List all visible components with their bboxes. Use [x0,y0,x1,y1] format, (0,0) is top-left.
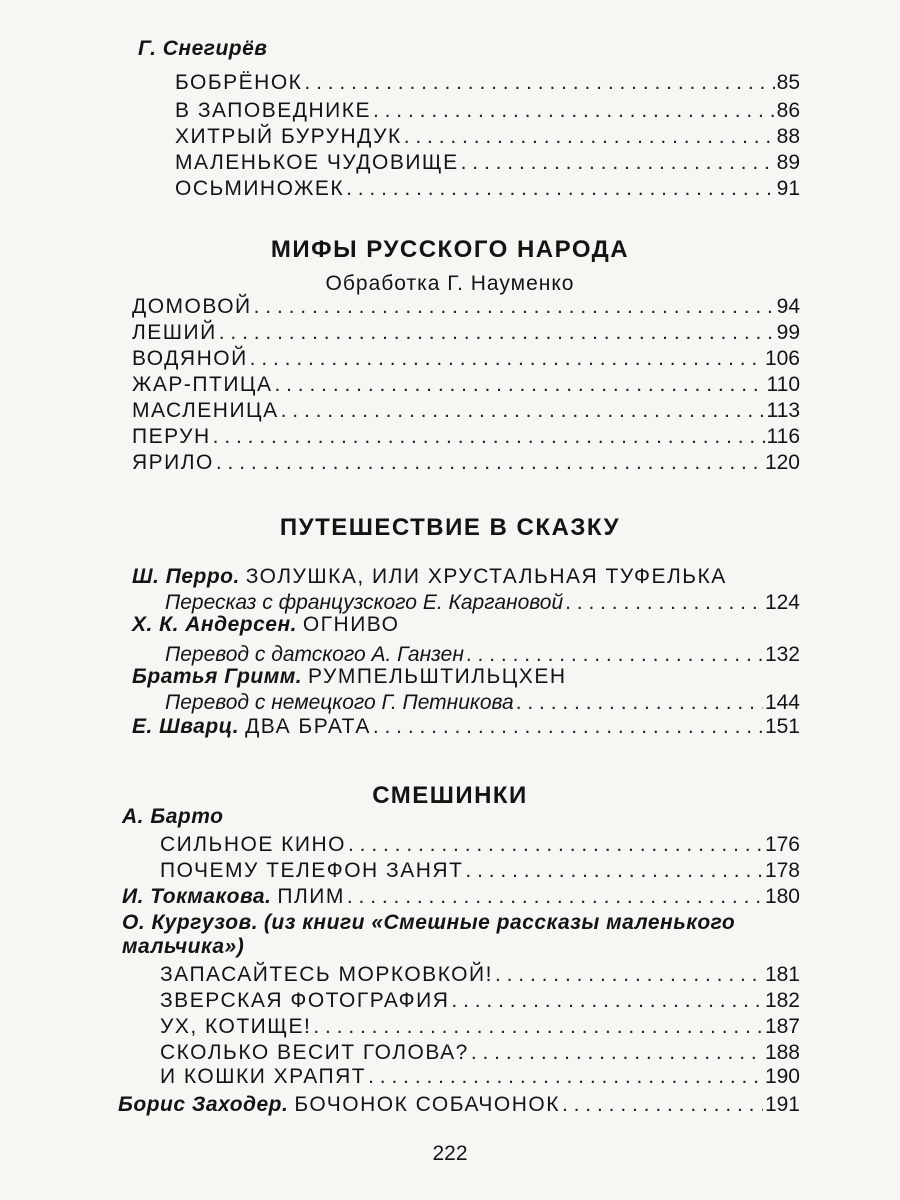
leader-dots [254,294,775,320]
toc-entry[interactable] [175,150,800,176]
leader-dots [219,320,775,346]
entry-translation-note: Пересказ с французского Е. Каргановой [165,591,564,614]
entry-title: ПОЧЕМУ ТЕЛЕФОН ЗАНЯТ [160,859,464,882]
entry-title: ЗВЕРСКАЯ ФОТОГРАФИЯ [160,989,450,1012]
leader-dots [313,1014,763,1040]
toc-entry[interactable] [175,98,800,124]
author-snegirev: Г. Снегирёв [138,37,268,60]
toc-entry-heading[interactable] [132,664,567,690]
toc-entry[interactable] [160,1040,800,1066]
leader-dots [346,176,775,202]
entry-page: 89 [776,151,800,174]
leader-dots [495,962,763,988]
entry-title: ДОМОВОЙ [132,295,252,318]
entry-title: МАСЛЕНИЦА [132,399,279,422]
entry-title: ОГНИВО [302,613,400,636]
section-heading-myths: МИФЫ РУССКОГО НАРОДА [270,236,630,263]
toc-entry[interactable] [132,714,800,740]
entry-page: 190 [764,1065,800,1088]
entry-translation-note: Перевод с датского А. Ганзен [165,643,464,666]
leader-dots [348,832,763,858]
leader-dots [347,884,763,910]
entry-title: БОЧОНОК СОБАЧОНОК [294,1093,560,1116]
toc-entry[interactable] [132,398,800,424]
entry-page: 191 [764,1093,800,1116]
entry-title: СИЛЬНОЕ КИНО [160,833,346,856]
entry-title: СКОЛЬКО ВЕСИТ ГОЛОВА? [160,1041,469,1064]
entry-author: О. Кургузов. [122,911,259,934]
entry-title: ЛЕШИЙ [132,321,217,344]
entry-title: ДВА БРАТА [245,715,371,738]
entry-page: 151 [764,715,800,738]
book-source-note-cont: мальчика») [122,935,245,958]
toc-entry-heading[interactable] [132,612,399,638]
entry-title: ЗАПАСАЙТЕСЬ МОРКОВКОЙ! [160,963,493,986]
entry-page: 91 [776,177,800,200]
entry-page: 88 [776,125,800,148]
entry-title: БОБРЁНОК [175,71,303,94]
toc-entry[interactable] [132,294,800,320]
leader-dots [471,1040,763,1066]
entry-title: ЖАР-ПТИЦА [132,373,273,396]
toc-entry[interactable] [132,346,800,372]
leader-dots [213,424,765,450]
leader-dots [451,988,763,1014]
entry-page: 120 [764,451,800,474]
entry-title: ПЕРУН [132,425,211,448]
toc-entry[interactable] [160,832,800,858]
toc-entry[interactable] [175,70,800,96]
leader-dots [368,1064,763,1090]
toc-entry[interactable] [160,962,800,988]
section-heading-laughs: СМЕШИНКИ [372,782,528,809]
entry-title: ВОДЯНОЙ [132,347,248,370]
entry-page: 178 [764,859,800,882]
entry-author: Ш. Перро. [132,565,240,588]
toc-entry[interactable] [132,372,800,398]
toc-entry[interactable] [132,450,800,476]
entry-author: Х. К. Андерсен. [132,613,297,636]
leader-dots [461,150,775,176]
entry-page: 176 [764,833,800,856]
author-barto: А. Барто [122,805,224,828]
leader-dots [565,590,763,616]
entry-author: Е. Шварц. [132,715,240,738]
entry-page: 86 [776,99,800,122]
leader-dots [281,398,765,424]
entry-page: 187 [764,1015,800,1038]
entry-author: Борис Заходер. [118,1093,289,1116]
toc-entry[interactable] [175,176,800,202]
toc-entry[interactable] [165,690,800,716]
entry-title: МАЛЕНЬКОЕ ЧУДОВИЩЕ [175,151,459,174]
entry-page: 182 [764,989,800,1012]
toc-entry[interactable] [160,1014,800,1040]
entry-title: ХИТРЫЙ БУРУНДУК [175,125,402,148]
toc-entry[interactable] [118,1092,800,1118]
entry-page: 124 [764,591,800,614]
entry-page: 99 [776,321,800,344]
leader-dots [274,372,764,398]
leader-dots [465,858,763,884]
entry-title: ПЛИМ [277,885,345,908]
entry-title: ЗОЛУШКА, ИЛИ ХРУСТАЛЬНАЯ ТУФЕЛЬКА [245,565,727,588]
toc-entry[interactable] [160,988,800,1014]
entry-page: 85 [776,71,800,94]
entry-title: РУМПЕЛЬШТИЛЬЦХЕН [308,665,567,688]
entry-page: 116 [766,425,800,448]
book-source-note: (из книги «Смешные рассказы маленького [263,911,736,934]
section-subheading-myths: Обработка Г. Науменко [325,272,575,295]
entry-page: 188 [764,1041,800,1064]
leader-dots [516,690,763,716]
leader-dots [562,1092,763,1118]
entry-page: 132 [764,643,800,666]
entry-title: ЯРИЛО [132,451,214,474]
entry-page: 144 [764,691,800,714]
toc-entry[interactable] [132,320,800,346]
toc-entry[interactable] [132,424,800,450]
section-heading-journey: ПУТЕШЕСТВИЕ В СКАЗКУ [279,514,621,541]
entry-page: 106 [764,347,800,370]
entry-title: И КОШКИ ХРАПЯТ [160,1065,367,1088]
toc-entry[interactable] [160,1064,800,1090]
author-kurguzov-line [122,910,735,936]
leader-dots [250,346,763,372]
entry-page: 180 [764,885,800,908]
leader-dots [373,714,763,740]
entry-author: Братья Гримм. [132,665,303,688]
entry-page: 94 [776,295,800,318]
leader-dots [373,98,775,124]
toc-entry-heading[interactable] [132,564,727,590]
entry-title: В ЗАПОВЕДНИКЕ [175,99,371,122]
page-number: 222 [432,1142,468,1165]
entry-translation-note: Перевод с немецкого Г. Петникова [165,691,514,714]
entry-page: 113 [766,399,800,422]
toc-entry[interactable] [175,124,800,150]
toc-entry[interactable] [160,858,800,884]
entry-author: И. Токмакова. [122,885,272,908]
leader-dots [304,70,774,96]
entry-page: 181 [764,963,800,986]
toc-entry[interactable] [122,884,800,910]
entry-title: ОСЬМИНОЖЕК [175,177,345,200]
leader-dots [404,124,775,150]
leader-dots [216,450,763,476]
entry-page: 110 [766,373,800,396]
entry-title: УХ, КОТИЩЕ! [160,1015,312,1038]
